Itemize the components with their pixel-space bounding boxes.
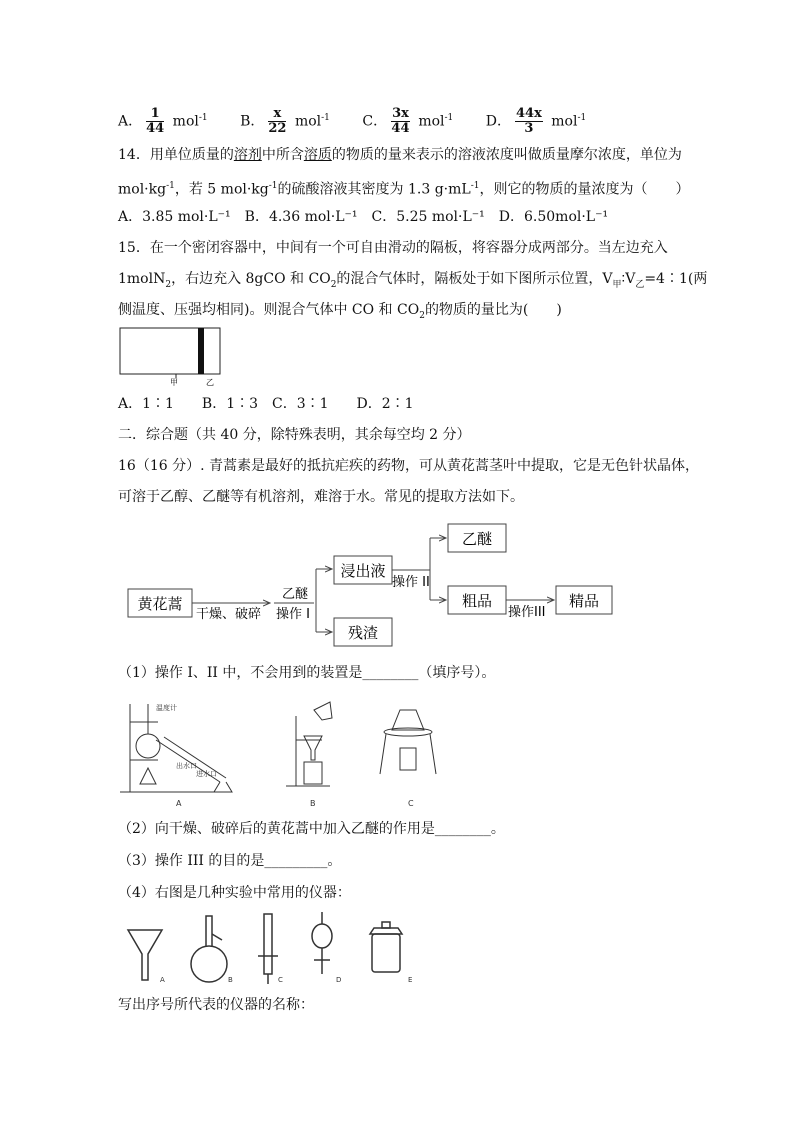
q13-option-c: C． $\frac{3x}{44}$ mol$^{-1}$: [362, 106, 454, 137]
apparatus-figures: [118, 696, 438, 808]
q15-options: A．1∶1 B．1∶3 C．3∶1 D．2∶1: [118, 396, 414, 412]
apparatus-b-label: B: [310, 799, 316, 808]
burette-tube: [264, 914, 272, 974]
svg-text:出水口: 出水口: [176, 762, 197, 770]
svg-text:粗品: 粗品: [461, 592, 493, 610]
instrument-c-label: C: [278, 976, 283, 984]
svg-text:进水口: 进水口: [196, 770, 217, 778]
q15-line3: 侧温度、压强均相同)。则混合气体中 CO 和 $CO_2$的物质的量比为( ): [118, 302, 562, 321]
instrument-figures: [118, 908, 438, 990]
label-jia: 甲: [170, 378, 178, 387]
q13-options: [118, 104, 614, 136]
svg-text:温度计: 温度计: [156, 704, 177, 712]
svg-text:乙醚: 乙醚: [461, 530, 493, 548]
label-yi: 乙: [206, 378, 214, 387]
q16-part2: （2）向干燥、破碎后的黄花蒿中加入乙醚的作用是________。: [118, 821, 505, 837]
container-diagram: [118, 326, 228, 388]
svg-text:操作 I: 操作 I: [276, 607, 310, 622]
partition-bar: [198, 328, 204, 374]
apparatus-a: [120, 704, 232, 792]
q14-line2: $mol\cdot kg^{-1}$，若 5 $mol\cdot kg^{-1}$的硫酸溶液其密度为 1.3 $g\cdot mL^{-1}$，则它的物质的量浓度为（ ）: [118, 181, 690, 198]
instrument-a-label: A: [160, 976, 165, 984]
q16-part1: （1）操作 I、II 中，不会用到的装置是________（填序号）。: [118, 665, 496, 681]
flask-body: [191, 946, 227, 982]
q16-line2: 可溶于乙醇、乙醚等有机溶剂，难溶于水。常见的提取方法如下。: [118, 489, 524, 505]
svg-text:浸出液: 浸出液: [340, 562, 386, 580]
instrument-e-label: E: [408, 976, 413, 984]
flask-neck: [206, 916, 212, 946]
section2-heading: 二．综合题（共 40 分，除特殊表明，其余每空均 2 分）: [118, 427, 471, 443]
q16-part5: 写出序号所代表的仪器的名称：: [118, 997, 314, 1013]
q13-option-a: A． $\frac{1}{44}$ mol$^{-1}$: [118, 106, 208, 137]
q13-option-b: B． $\frac{x}{22}$ mol$^{-1}$: [240, 106, 330, 137]
container-box: [120, 328, 220, 374]
q16-part4: （4）右图是几种实验中常用的仪器：: [118, 885, 351, 901]
extraction-flowchart: [118, 520, 618, 648]
sep-funnel-body: [312, 924, 332, 948]
q14-line1: 14．用单位质量的溶剂中所含溶质的物质的量来表示的溶液浓度叫做质量摩尔浓度，单位为: [118, 147, 682, 163]
svg-text:操作 II: 操作 II: [392, 575, 430, 590]
instrument-d-label: D: [336, 976, 342, 984]
svg-text:黄花蒿: 黄花蒿: [137, 595, 183, 613]
q15-line2: 1molN$_2$，右边充入 8gCO 和 $CO_2$的混合气体时，隔板处于如下图所示位置，$V_甲∶V_乙=4∶1$(两: [118, 271, 708, 290]
q15-line1: 15．在一个密闭容器中，中间有一个可自由滑动的隔板，将容器分成两部分。当左边充入: [118, 240, 668, 256]
apparatus-a-label: A: [176, 799, 182, 808]
svg-text:精品: 精品: [568, 592, 600, 610]
q13-option-d: D． $\frac{44x}{3}$ mol$^{-1}$: [485, 106, 587, 137]
svg-text:残渣: 残渣: [347, 624, 379, 642]
svg-text:乙醚: 乙醚: [282, 587, 309, 602]
q16-part3: （3）操作 III 的目的是_________。: [118, 853, 342, 869]
jar-body: [372, 934, 400, 972]
apparatus-c-label: C: [408, 799, 414, 808]
apparatus-b: [286, 702, 332, 786]
svg-text:干燥、破碎: 干燥、破碎: [196, 607, 262, 622]
instrument-b-label: B: [228, 976, 233, 984]
apparatus-c: [380, 710, 436, 774]
q14-options: A．3.85 mol·L⁻¹ B．4.36 mol·L⁻¹ C．5.25 mol·L⁻¹ D．6.50mol·L⁻¹: [118, 209, 609, 225]
q16-line1: 16（16 分）. 青蒿素是最好的抵抗疟疾的药物，可从黄花蒿茎叶中提取，它是无色针状晶体，: [118, 458, 699, 474]
funnel-shape: [128, 930, 162, 980]
svg-text:操作III: 操作III: [508, 605, 546, 620]
